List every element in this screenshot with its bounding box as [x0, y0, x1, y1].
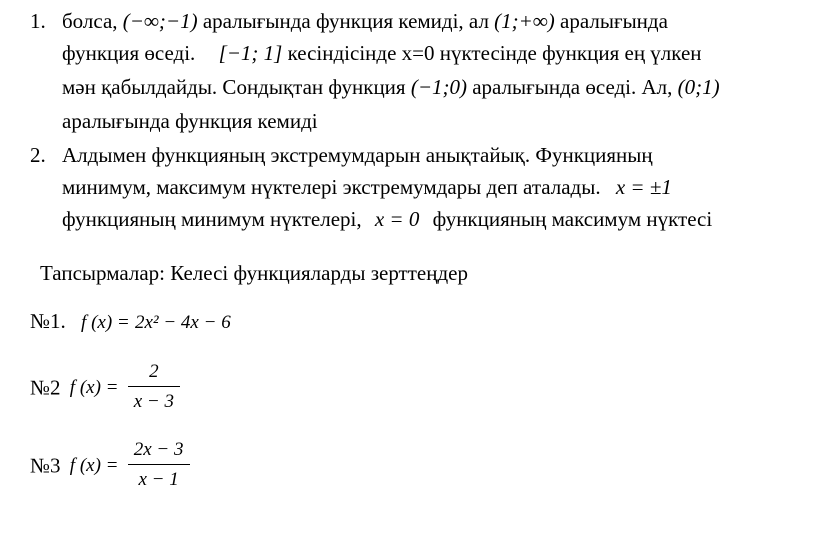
- task-1: [30, 308, 231, 336]
- text: минимум, максимум нүктелері экстремумдары деп аталады.: [62, 175, 601, 199]
- math-lhs: f (x) =: [69, 454, 119, 476]
- item-1-line-4: [62, 108, 318, 134]
- text: аралығында функция кемиді: [62, 109, 318, 133]
- fraction: [128, 358, 180, 417]
- text: болса,: [62, 9, 118, 33]
- text: аралығында өседі. Ал,: [472, 75, 673, 99]
- item-2-line-2: [62, 174, 672, 200]
- fraction-denominator: x − 3: [133, 391, 174, 412]
- text: функция өседі.: [62, 41, 196, 65]
- task-2: [30, 358, 180, 417]
- fraction-denominator: x − 1: [138, 469, 179, 490]
- text: кесіндісінде х=0 нүктесінде функция ең үлкен: [287, 41, 702, 65]
- math-rhs: 2x² − 4x − 6: [134, 312, 231, 333]
- text: Алдымен функцияның экстремумдарын анықтайық. Функцияның: [62, 143, 653, 167]
- math-segment: [−1; 1]: [218, 41, 283, 65]
- task-label: №3: [30, 453, 61, 478]
- math-lhs: f (x) =: [81, 312, 130, 333]
- task-3: [30, 436, 190, 495]
- math-interval: (0;1): [677, 75, 720, 99]
- fraction-numerator: 2x − 3: [128, 436, 190, 465]
- text: функцияның максимум нүктесі: [432, 207, 713, 231]
- item-2-line-3: [62, 206, 712, 232]
- math-lhs: f (x) =: [69, 376, 119, 398]
- task-label: №2: [30, 375, 61, 400]
- tasks-title: Тапсырмалар: Келесі функцияларды зерттеңдер: [40, 261, 468, 285]
- item-1-number: 1.: [30, 9, 46, 33]
- text: мән қабылдайды. Сондықтан функция: [62, 75, 406, 99]
- item-1-line-3: [62, 74, 720, 100]
- fraction-numerator: 2: [128, 358, 180, 387]
- fraction: [128, 436, 190, 495]
- math-interval: (−1;0): [410, 75, 467, 99]
- item-1-line-1: [62, 8, 668, 34]
- item-2-line-1: [62, 142, 653, 168]
- math-expression: x = 0: [374, 207, 420, 231]
- item-1-line-2: [62, 40, 702, 66]
- item-2-number: 2.: [30, 143, 46, 167]
- math-interval: (1;+∞): [494, 9, 555, 33]
- text: аралығында функция кемиді, ал: [202, 9, 489, 33]
- text: функцияның минимум нүктелері,: [62, 207, 362, 231]
- math-interval: (−∞;−1): [122, 9, 198, 33]
- text: аралығында: [560, 9, 668, 33]
- math-expression: x = ±1: [615, 175, 672, 199]
- task-label: №1.: [30, 309, 66, 333]
